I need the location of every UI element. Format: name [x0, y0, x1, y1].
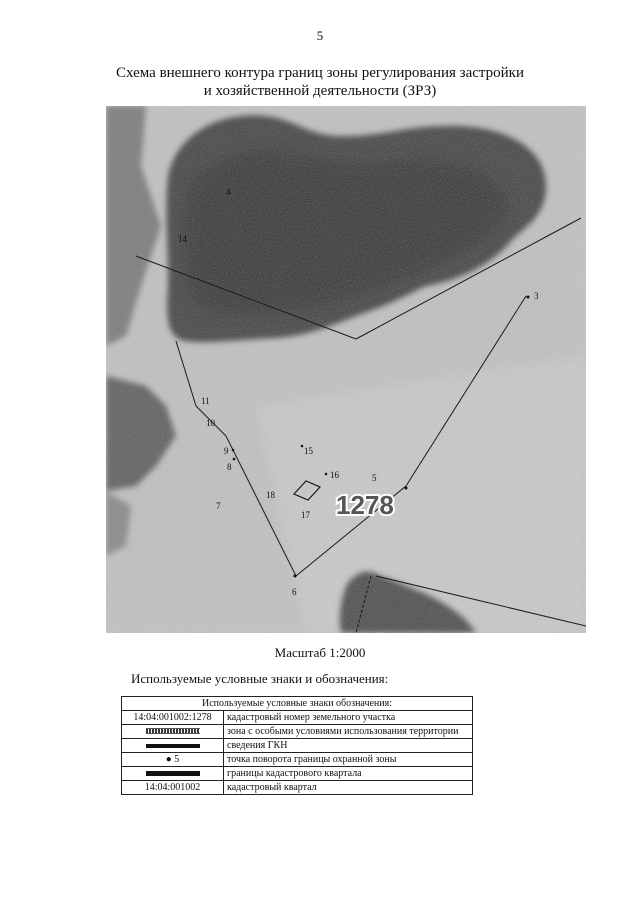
- map-scale: Масштаб 1:2000: [274, 645, 366, 660]
- legend-desc: кадастровый номер земельного участка: [224, 711, 473, 725]
- legend-symbol-gkn: [122, 739, 224, 753]
- legend-row: [122, 767, 473, 781]
- legend-row: [122, 725, 473, 739]
- title-line-1: Схема внешнего контура границ зоны регулирования застройки: [115, 65, 524, 81]
- point-label-8: 8: [227, 462, 232, 472]
- point-label-5: 5: [372, 473, 377, 483]
- legend-symbol-quarter: 14:04:001002: [122, 781, 224, 795]
- point-label-3: 3: [534, 291, 539, 301]
- legend-caption: Используемые условные знаки и обозначения:: [131, 671, 389, 686]
- point-label-10: 10: [206, 418, 215, 428]
- point-label-15: 15: [304, 446, 313, 456]
- page-number: 5: [316, 28, 324, 43]
- legend-desc: зона с особыми условиями использования территории: [224, 725, 473, 739]
- legend-row: [122, 781, 473, 795]
- point-label-6: 6: [292, 587, 297, 597]
- legend-table: [121, 696, 473, 795]
- legend-symbol-special-zone: [122, 725, 224, 739]
- zone-boundary-map: [106, 106, 586, 633]
- legend-header: Используемые условные знаки обозначения:: [122, 697, 473, 711]
- parcel-number-text: 1278: [336, 490, 394, 520]
- title-line-2: и хозяйственной деятельности (ЗРЗ): [203, 83, 437, 99]
- point-label-9: 9: [224, 446, 229, 456]
- legend-desc: границы кадастрового квартала: [224, 767, 473, 781]
- legend-desc: точка поворота границы охранной зоны: [224, 753, 473, 767]
- point-label-11: 11: [201, 396, 210, 406]
- point-label-18: 18: [266, 490, 275, 500]
- point-label-14: 14: [178, 234, 187, 244]
- point-label-7: 7: [216, 501, 221, 511]
- document-title: [0, 64, 640, 100]
- legend-header-row: [122, 697, 473, 711]
- legend-desc: сведения ГКН: [224, 739, 473, 753]
- legend-row: [122, 739, 473, 753]
- legend-symbol-turning-point: ● 5: [122, 753, 224, 767]
- legend-row: [122, 753, 473, 767]
- legend-symbol-cadastral-number: 14:04:001002:1278: [122, 711, 224, 725]
- point-label-17: 17: [301, 510, 310, 520]
- legend-desc: кадастровый квартал: [224, 781, 473, 795]
- parcel-label: [336, 490, 394, 520]
- hatched-line-icon: [146, 728, 200, 734]
- legend-symbol-quarter-boundary: [122, 767, 224, 781]
- thick-line-icon: [146, 744, 200, 748]
- point-label-16: 16: [330, 470, 339, 480]
- point-label-4: 4: [226, 187, 231, 197]
- thick-line-icon: [146, 771, 200, 776]
- legend-row: [122, 711, 473, 725]
